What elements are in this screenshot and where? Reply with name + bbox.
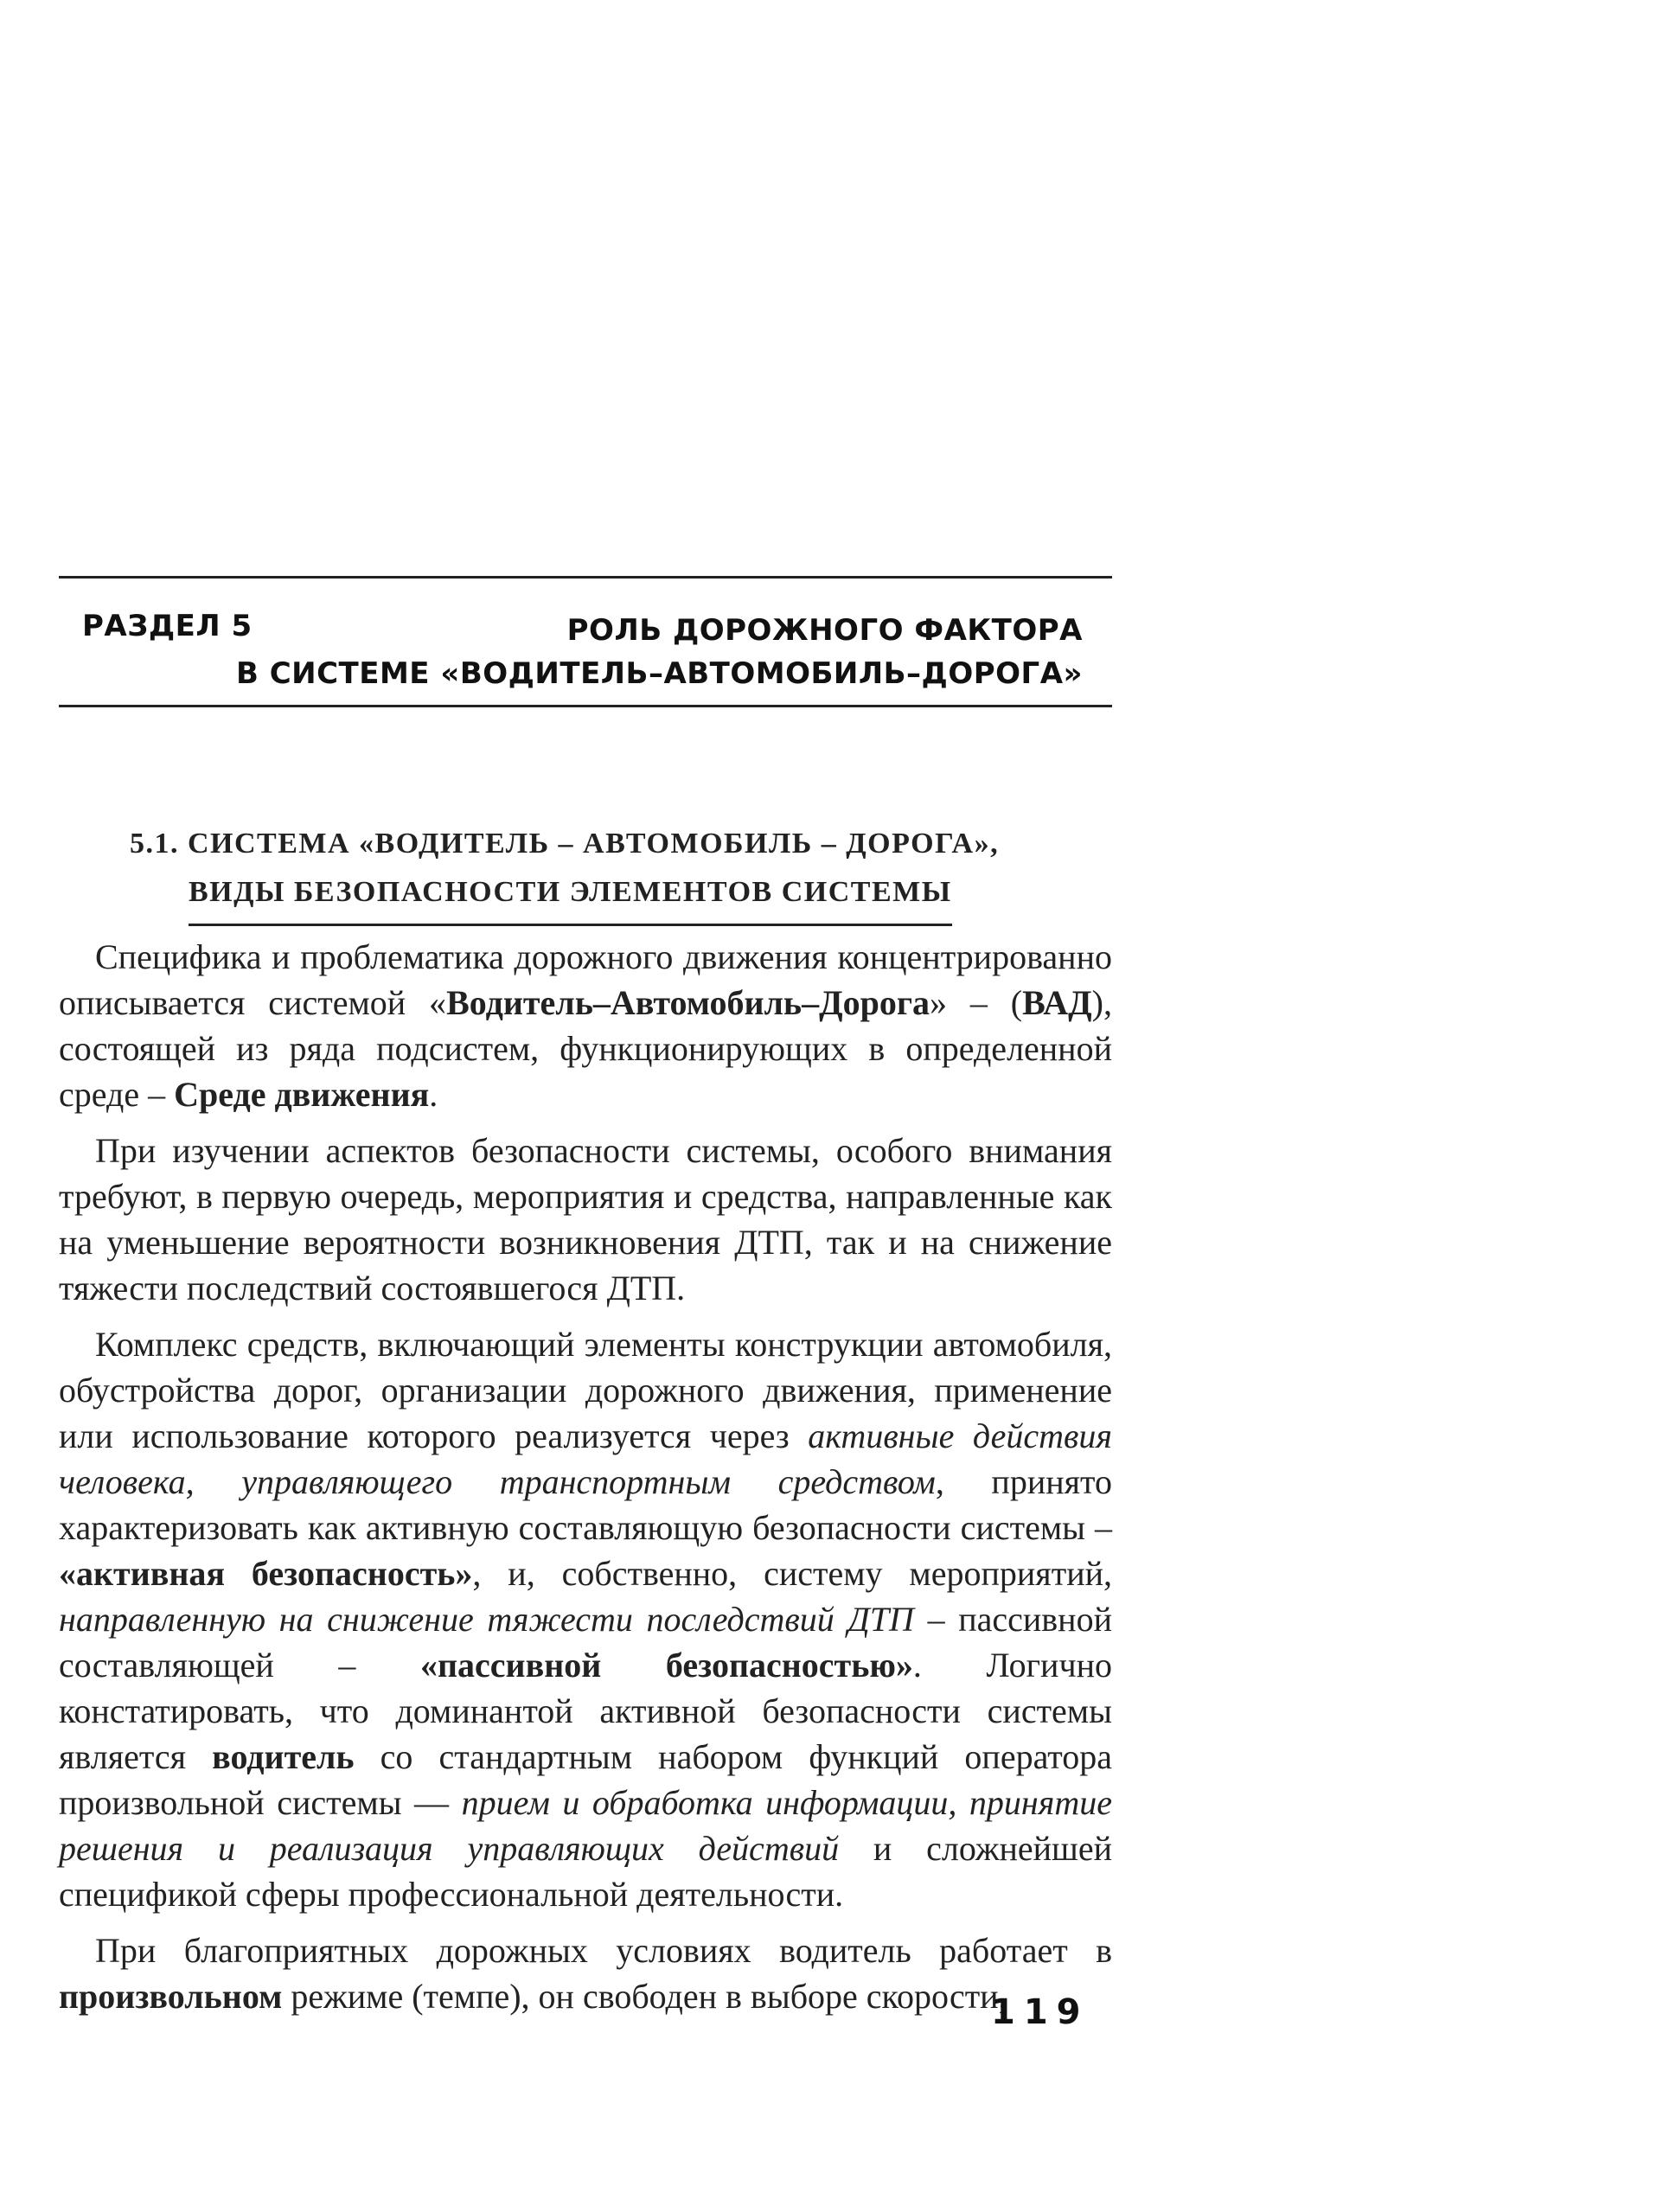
emphasis-reducing-severity: направленную на снижение тяжести последствий ДТП <box>59 1600 914 1639</box>
term-active-safety: «активная безопасность» <box>59 1554 473 1593</box>
paragraph-3-text-3: , и, собственно, систему мероприятий, <box>472 1554 1113 1593</box>
header-rule-top <box>59 576 1112 579</box>
paragraph-3 <box>59 1321 1112 1917</box>
page-number: 119 <box>991 1992 1090 2032</box>
subsection-heading <box>130 820 1081 926</box>
section-title-line-2: В СИСТЕМЕ «ВОДИТЕЛЬ–АВТОМОБИЛЬ–ДОРОГА» <box>235 656 1083 691</box>
term-vad-abbrev: ВАД <box>1022 983 1092 1022</box>
subsection-heading-line-2: ВИДЫ БЕЗОПАСНОСТИ ЭЛЕМЕНТОВ СИСТЕМЫ <box>189 868 952 926</box>
paragraph-1-text-1: Специфика и проблематика дорожного движения концентрированно описывается системой « <box>59 937 1112 1022</box>
paragraph-2 <box>59 1128 1112 1311</box>
term-vad-full: Водитель–Автомобиль–Дорога <box>446 983 930 1022</box>
section-title <box>236 609 1083 695</box>
paragraph-4-text-1: При благоприятных дорожных условиях водитель работает в <box>95 1931 1112 1970</box>
paragraph-1-text-4: . <box>429 1075 438 1114</box>
term-sreda-dvizheniya: Среде движения <box>174 1075 430 1114</box>
paragraph-3-text-6: со стандартным набором функций оператора произвольной системы — <box>59 1737 1113 1822</box>
emphasis-operator-functions: прием и обработка информации, принятие решения и реализация управляющих действий <box>59 1783 1112 1868</box>
paragraph-1 <box>59 934 1112 1117</box>
paragraph-2-text-1: При изучении аспектов безопасности системы, особого внимания требуют, в первую очередь, мероприятия и средства, направленные как на уменьшение вероятности возникновения ДТП, так и на снижение тяжести последствий состоявшегося ДТП. <box>59 1131 1112 1307</box>
paragraph-1-text-2: » – ( <box>930 983 1023 1022</box>
header-rule-bottom <box>59 705 1112 707</box>
subsection-heading-line-1: 5.1. СИСТЕМА «ВОДИТЕЛЬ – АВТОМОБИЛЬ – ДОРОГА», <box>130 828 1000 860</box>
body-text <box>59 934 1112 2030</box>
paragraph-1-text-3: ), состоящей из ряда подсистем, функционирующих в определенной среде – <box>59 983 1112 1114</box>
emphasis-active-actions: активные действия человека, управляющего транспортным средством <box>59 1416 1113 1501</box>
term-arbitrary-mode: произвольном <box>59 1977 283 2016</box>
paragraph-3-text-4: – пассивной составляющей – <box>59 1600 1112 1685</box>
paragraph-4-text-2: режиме (темпе), он свободен в выборе скорости, <box>282 1977 1007 2016</box>
section-label: РАЗДЕЛ 5 <box>82 609 253 643</box>
paragraph-3-text-2: , принято характеризовать как активную составляющую безопасности системы – <box>59 1462 1112 1547</box>
paragraph-3-text-7: и сложнейшей спецификой сферы профессиональной деятельности. <box>59 1829 1113 1914</box>
paragraph-3-text-1: Комплекс средств, включающий элементы конструкции автомобиля, обустройства дорог, организации дорожного движения, применение или использование которого реализуется через <box>59 1325 1112 1455</box>
paragraph-4 <box>59 1928 1112 2019</box>
term-driver: водитель <box>212 1737 355 1776</box>
section-title-line-1: РОЛЬ ДОРОЖНОГО ФАКТОРА <box>566 613 1083 648</box>
paragraph-3-text-5: . Логично констатировать, что доминантой активной безопасности системы является <box>59 1646 1112 1776</box>
term-passive-safety: «пассивной безопасностью» <box>419 1646 913 1685</box>
